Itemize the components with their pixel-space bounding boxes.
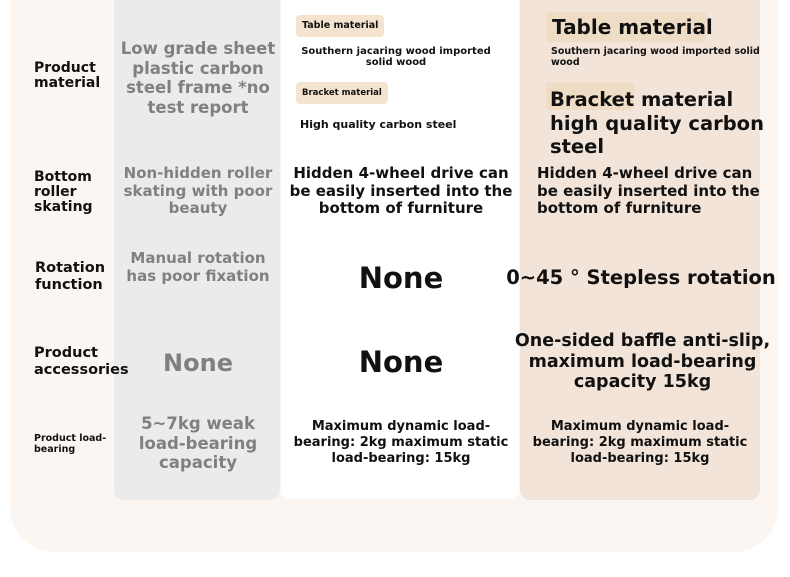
gray-bottom-value: Non-hidden roller skating with poor beauty: [123, 164, 273, 217]
tan-bracket-value: Bracket material high quality carbon steel: [550, 88, 764, 158]
tan-accessories-value: One-sided baffle anti-slip, maximum load-bearing capacity 15kg: [514, 331, 771, 392]
gray-rotation-value: Manual rotation has poor fixation: [126, 249, 270, 285]
white-bottom-value: Hidden 4-wheel drive can be easily inserted into the bottom of furniture: [289, 164, 513, 217]
gray-material-value: Low grade sheet plastic carbon steel frame *no test report: [120, 39, 276, 117]
row-label-rotation: Rotation function: [35, 260, 106, 293]
white-load-value: Maximum dynamic load-bearing: 2kg maximum static load-bearing: 15kg: [293, 419, 509, 466]
white-table-value: Southern jacaring wood imported solid wood: [301, 46, 491, 68]
row-label-product-material: Product material: [34, 60, 101, 91]
white-bracket-value: High quality carbon steel: [300, 118, 457, 131]
tan-load-value: Maximum dynamic load-bearing: 2kg maximum static load-bearing: 15kg: [532, 419, 748, 466]
tan-bottom-value: Hidden 4-wheel drive can be easily inserted into the bottom of furniture: [537, 164, 760, 217]
row-label-accessories: Product accessories: [34, 345, 129, 378]
tan-table-value: Southern jacaring wood imported solid wood: [551, 46, 760, 68]
white-accessories-value: None: [358, 345, 444, 379]
bracket-material-tag: Bracket material: [296, 82, 388, 104]
tan-table-tag: Table material: [552, 15, 713, 39]
gray-load-value: 5~7kg weak load-bearing capacity: [138, 414, 258, 472]
white-rotation-value: None: [358, 261, 444, 295]
row-label-bottom-roller: Bottom roller skating: [34, 169, 93, 215]
row-label-load-bearing: Product load-bearing: [34, 433, 107, 455]
gray-accessories-value: None: [163, 349, 233, 377]
table-material-tag: Table material: [296, 15, 384, 37]
tan-rotation-value: 0~45 ° Stepless rotation: [506, 266, 776, 289]
